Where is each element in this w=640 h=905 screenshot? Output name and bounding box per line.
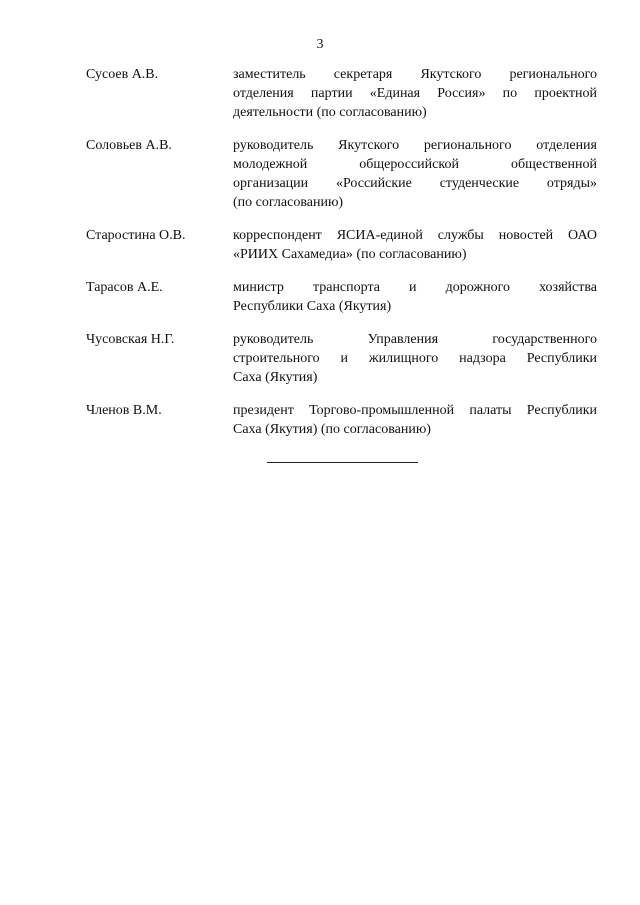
role-line: (по согласованию) (233, 195, 344, 210)
member-role (233, 226, 597, 264)
member-row (86, 65, 598, 122)
role-line: руководитель Якутского регионального отделения (233, 138, 597, 153)
member-name: Старостина О.В. (86, 228, 186, 243)
role-line: Саха (Якутия) (по согласованию) (233, 422, 431, 437)
member-role (233, 65, 597, 122)
role-line: отделения партии «Единая Россия» по проектной (233, 86, 597, 101)
member-row (86, 226, 598, 264)
role-line: корреспондент ЯСИА-единой службы новостей ОАО (233, 228, 597, 243)
member-name: Чусовская Н.Г. (86, 332, 175, 347)
end-divider-line (267, 462, 418, 463)
member-name: Членов В.М. (86, 403, 162, 418)
role-line: строительного и жилищного надзора Республики (233, 351, 597, 366)
member-role (233, 278, 597, 316)
member-row (86, 401, 598, 439)
member-name: Соловьев А.В. (86, 138, 172, 153)
role-line: заместитель секретаря Якутского регионального (233, 67, 597, 82)
role-line: президент Торгово-промышленной палаты Республики (233, 403, 597, 418)
role-line: министр транспорта и дорожного хозяйства (233, 280, 597, 295)
role-line: организации «Российские студенческие отряды» (233, 176, 597, 191)
member-role (233, 401, 597, 439)
member-role (233, 136, 597, 212)
member-row (86, 136, 598, 212)
page-number: 3 (316, 37, 324, 52)
member-name: Тарасов А.Е. (86, 280, 163, 295)
role-line: деятельности (по согласованию) (233, 105, 427, 120)
member-role (233, 330, 597, 387)
role-line: Саха (Якутия) (233, 370, 318, 385)
member-row (86, 278, 598, 316)
role-line: молодежной общероссийской общественной (233, 157, 597, 172)
role-line: Республики Саха (Якутия) (233, 299, 392, 314)
role-line: «РИИХ Сахамедиа» (по согласованию) (233, 247, 467, 262)
member-name: Сусоев А.В. (86, 67, 159, 82)
member-row (86, 330, 598, 387)
member-list (86, 65, 598, 453)
role-line: руководитель Управления государственного (233, 332, 597, 347)
